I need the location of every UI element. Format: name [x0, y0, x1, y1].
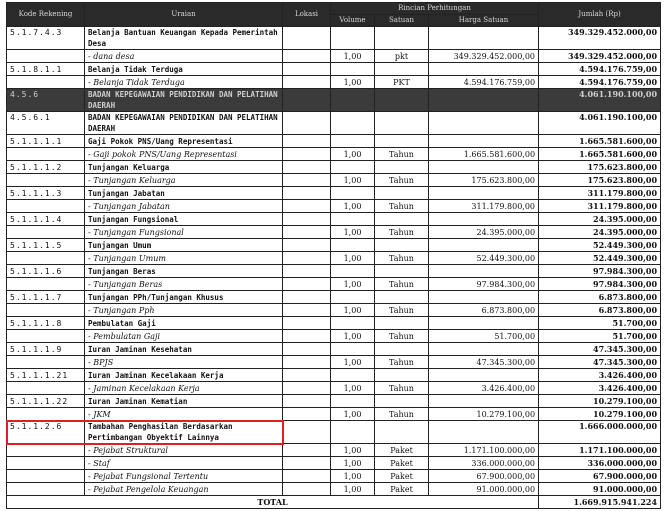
row-code: 5.1.1.2.6	[7, 421, 85, 444]
table-row	[7, 226, 661, 239]
row-price: 6.873.800,00	[429, 304, 539, 317]
row-volume	[331, 291, 375, 304]
row-code	[7, 50, 85, 63]
row-desc: - Staf	[85, 457, 283, 470]
row-price	[429, 187, 539, 200]
row-location	[283, 444, 331, 457]
row-code: 5.1.7.4.3	[7, 27, 85, 50]
table-row	[7, 395, 661, 408]
row-code: 5.1.1.1.6	[7, 265, 85, 278]
row-code: 5.1.1.1.21	[7, 369, 85, 382]
table-row	[7, 200, 661, 213]
row-price: 97.984.300,00	[429, 278, 539, 291]
row-desc: Pembulatan Gaji	[85, 317, 283, 330]
row-price	[429, 112, 539, 135]
row-volume	[331, 187, 375, 200]
row-location	[283, 457, 331, 470]
row-location	[283, 135, 331, 148]
header-total: Jumlah (Rp)	[539, 3, 661, 27]
row-desc: Tunjangan Beras	[85, 265, 283, 278]
row-total: 52.449.300,00	[539, 239, 661, 252]
row-desc: - Gaji pokok PNS/Uang Representasi	[85, 148, 283, 161]
row-code	[7, 444, 85, 457]
row-price	[429, 213, 539, 226]
row-unit	[375, 369, 429, 382]
row-desc: Belanja Tidak Terduga	[85, 63, 283, 76]
row-code	[7, 148, 85, 161]
row-desc: Tunjangan Keluarga	[85, 161, 283, 174]
row-unit	[375, 161, 429, 174]
header-volume: Volume	[331, 15, 375, 27]
row-price: 349.329.452.000,00	[429, 50, 539, 63]
row-code: 5.1.1.1.7	[7, 291, 85, 304]
row-total: 6.873.800,00	[539, 304, 661, 317]
row-total: 349.329.452.000,00	[539, 50, 661, 63]
row-desc: - Tunjangan Pph	[85, 304, 283, 317]
table-row	[7, 76, 661, 89]
row-code	[7, 278, 85, 291]
row-volume: 1,00	[331, 444, 375, 457]
table-row	[7, 317, 661, 330]
table-row	[7, 470, 661, 483]
table-row	[7, 304, 661, 317]
row-desc: - Tunjangan Beras	[85, 278, 283, 291]
total-label: TOTAL	[7, 496, 539, 509]
budget-sheet	[6, 2, 660, 509]
row-code	[7, 76, 85, 89]
row-desc: - Jaminan Kecelakaan Kerja	[85, 382, 283, 395]
row-desc: - BPJS	[85, 356, 283, 369]
row-price: 1.665.581.600,00	[429, 148, 539, 161]
row-location	[283, 226, 331, 239]
row-price: 47.345.300,00	[429, 356, 539, 369]
row-location	[283, 291, 331, 304]
row-volume	[331, 161, 375, 174]
row-unit: pkt	[375, 50, 429, 63]
row-total: 24.395.000,00	[539, 226, 661, 239]
row-location	[283, 239, 331, 252]
row-code: 5.1.1.1.22	[7, 395, 85, 408]
row-total: 3.426.400,00	[539, 369, 661, 382]
row-desc: - Tunjangan Fungsional	[85, 226, 283, 239]
row-unit	[375, 112, 429, 135]
row-location	[283, 408, 331, 421]
row-total: 51.700,00	[539, 317, 661, 330]
row-location	[283, 63, 331, 76]
row-code: 4.5.6.1	[7, 112, 85, 135]
row-desc: Tunjangan Jabatan	[85, 187, 283, 200]
row-volume	[331, 369, 375, 382]
row-price: 51.700,00	[429, 330, 539, 343]
row-code: 5.1.1.1.8	[7, 317, 85, 330]
table-row	[7, 239, 661, 252]
row-price: 311.179.800,00	[429, 200, 539, 213]
row-total: 24.395.000,00	[539, 213, 661, 226]
row-total: 67.900.000,00	[539, 470, 661, 483]
row-desc: - Tunjangan Jabatan	[85, 200, 283, 213]
row-unit	[375, 395, 429, 408]
row-location	[283, 356, 331, 369]
row-unit: Paket	[375, 483, 429, 496]
row-price	[429, 317, 539, 330]
row-price	[429, 421, 539, 444]
row-price: 52.449.300,00	[429, 252, 539, 265]
table-row	[7, 252, 661, 265]
row-location	[283, 148, 331, 161]
row-location	[283, 330, 331, 343]
row-desc: Tunjangan PPh/Tunjangan Khusus	[85, 291, 283, 304]
row-volume	[331, 265, 375, 278]
row-location	[283, 483, 331, 496]
table-row	[7, 161, 661, 174]
table-row	[7, 89, 661, 112]
row-price	[429, 395, 539, 408]
row-total: 47.345.300,00	[539, 356, 661, 369]
row-location	[283, 343, 331, 356]
row-volume	[331, 239, 375, 252]
row-volume	[331, 89, 375, 112]
table-row	[7, 50, 661, 63]
row-volume: 1,00	[331, 457, 375, 470]
row-location	[283, 89, 331, 112]
row-desc: - Pejabat Struktural	[85, 444, 283, 457]
row-location	[283, 200, 331, 213]
row-code: 4.5.6	[7, 89, 85, 112]
row-code: 5.1.1.1.5	[7, 239, 85, 252]
row-location	[283, 112, 331, 135]
row-desc: BADAN KEPEGAWAIAN PENDIDIKAN DAN PELATIHAN DAERAH	[85, 89, 283, 112]
table-row	[7, 187, 661, 200]
row-location	[283, 161, 331, 174]
row-unit: Tahun	[375, 252, 429, 265]
row-unit	[375, 421, 429, 444]
row-code	[7, 483, 85, 496]
row-unit: Tahun	[375, 148, 429, 161]
row-total: 175.623.800,00	[539, 174, 661, 187]
row-unit	[375, 213, 429, 226]
row-price	[429, 239, 539, 252]
row-unit: Tahun	[375, 408, 429, 421]
row-volume: 1,00	[331, 408, 375, 421]
row-desc: - JKM	[85, 408, 283, 421]
table-row	[7, 135, 661, 148]
row-total: 91.000.000,00	[539, 483, 661, 496]
row-price	[429, 89, 539, 112]
row-unit: Paket	[375, 457, 429, 470]
row-location	[283, 252, 331, 265]
row-volume: 1,00	[331, 226, 375, 239]
header-unit: Satuan	[375, 15, 429, 27]
row-unit	[375, 265, 429, 278]
row-price	[429, 161, 539, 174]
row-unit: Tahun	[375, 382, 429, 395]
row-unit	[375, 89, 429, 112]
row-code	[7, 382, 85, 395]
row-unit: Tahun	[375, 278, 429, 291]
row-desc: - Pejabat Pengelola Keuangan	[85, 483, 283, 496]
row-desc: Belanja Bantuan Keuangan Kepada Pemerintah Desa	[85, 27, 283, 50]
row-code: 5.1.8.1.1	[7, 63, 85, 76]
row-unit	[375, 135, 429, 148]
row-price: 3.426.400,00	[429, 382, 539, 395]
row-code	[7, 470, 85, 483]
row-desc: Tunjangan Umum	[85, 239, 283, 252]
row-unit: Tahun	[375, 356, 429, 369]
row-price	[429, 27, 539, 50]
row-desc: - Pembulatan Gaji	[85, 330, 283, 343]
row-desc: BADAN KEPEGAWAIAN PENDIDIKAN DAN PELATIHAN DAERAH	[85, 112, 283, 135]
header-group: Rincian Perhitungan	[331, 3, 539, 15]
row-unit: Tahun	[375, 330, 429, 343]
row-code: 5.1.1.1.2	[7, 161, 85, 174]
row-volume: 1,00	[331, 174, 375, 187]
row-price	[429, 291, 539, 304]
row-unit: PKT	[375, 76, 429, 89]
table-row	[7, 174, 661, 187]
table-row	[7, 148, 661, 161]
row-total: 97.984.300,00	[539, 278, 661, 291]
row-volume	[331, 63, 375, 76]
row-location	[283, 317, 331, 330]
table-row	[7, 265, 661, 278]
row-total: 3.426.400,00	[539, 382, 661, 395]
row-location	[283, 174, 331, 187]
row-unit: Tahun	[375, 174, 429, 187]
row-unit	[375, 27, 429, 50]
row-volume	[331, 343, 375, 356]
row-unit	[375, 343, 429, 356]
row-volume: 1,00	[331, 356, 375, 369]
row-volume: 1,00	[331, 200, 375, 213]
row-desc: Iuran Jaminan Kecelakaan Kerja	[85, 369, 283, 382]
row-desc: - Tunjangan Keluarga	[85, 174, 283, 187]
table-body	[7, 27, 661, 496]
table-row	[7, 291, 661, 304]
row-total: 336.000.000,00	[539, 457, 661, 470]
row-unit	[375, 239, 429, 252]
row-code	[7, 330, 85, 343]
row-location	[283, 187, 331, 200]
row-total: 1.665.581.600,00	[539, 135, 661, 148]
row-volume	[331, 421, 375, 444]
row-price	[429, 135, 539, 148]
row-total: 1.666.000.000,00	[539, 421, 661, 444]
row-volume	[331, 317, 375, 330]
row-code	[7, 304, 85, 317]
row-total: 4.061.190.100,00	[539, 89, 661, 112]
row-code	[7, 457, 85, 470]
row-total: 4.061.190.100,00	[539, 112, 661, 135]
row-unit: Paket	[375, 444, 429, 457]
row-volume: 1,00	[331, 148, 375, 161]
row-volume	[331, 135, 375, 148]
row-location	[283, 369, 331, 382]
row-price	[429, 343, 539, 356]
table-row	[7, 213, 661, 226]
row-total: 10.279.100,00	[539, 408, 661, 421]
table-row	[7, 457, 661, 470]
row-code	[7, 356, 85, 369]
table-row	[7, 63, 661, 76]
row-desc: - dana desa	[85, 50, 283, 63]
row-price: 10.279.100,00	[429, 408, 539, 421]
row-price	[429, 369, 539, 382]
table-row	[7, 382, 661, 395]
row-code	[7, 200, 85, 213]
total-row	[7, 496, 661, 509]
table-header	[7, 3, 661, 27]
row-location	[283, 50, 331, 63]
row-volume	[331, 213, 375, 226]
row-unit	[375, 291, 429, 304]
row-total: 349.329.452.000,00	[539, 27, 661, 50]
row-volume: 1,00	[331, 304, 375, 317]
row-location	[283, 213, 331, 226]
row-price: 91.000.000,00	[429, 483, 539, 496]
row-unit: Tahun	[375, 200, 429, 213]
table-row	[7, 330, 661, 343]
row-price: 1.171.100.000,00	[429, 444, 539, 457]
table-row	[7, 27, 661, 50]
total-value: 1.669.915.941.224	[539, 496, 661, 509]
row-volume: 1,00	[331, 330, 375, 343]
row-desc: Tunjangan Fungsional	[85, 213, 283, 226]
row-total: 175.623.800,00	[539, 161, 661, 174]
row-code: 5.1.1.1.1	[7, 135, 85, 148]
header-location: Lokasi	[283, 3, 331, 27]
row-code	[7, 226, 85, 239]
row-code: 5.1.1.1.4	[7, 213, 85, 226]
row-location	[283, 395, 331, 408]
row-total: 4.594.176.759,00	[539, 76, 661, 89]
row-unit	[375, 187, 429, 200]
row-unit: Tahun	[375, 304, 429, 317]
header-code: Kode Rekening	[7, 3, 85, 27]
row-volume: 1,00	[331, 278, 375, 291]
row-price: 67.900.000,00	[429, 470, 539, 483]
row-desc: Gaji Pokok PNS/Uang Representasi	[85, 135, 283, 148]
row-desc: Iuran Jaminan Kematian	[85, 395, 283, 408]
row-desc: - Tunjangan Umum	[85, 252, 283, 265]
table-row	[7, 343, 661, 356]
row-total: 311.179.800,00	[539, 187, 661, 200]
row-price: 175.623.800,00	[429, 174, 539, 187]
table-row	[7, 356, 661, 369]
header-price: Harga Satuan	[429, 15, 539, 27]
row-code	[7, 252, 85, 265]
row-location	[283, 470, 331, 483]
row-unit: Paket	[375, 470, 429, 483]
row-volume: 1,00	[331, 483, 375, 496]
row-total: 4.594.176.759,00	[539, 63, 661, 76]
row-total: 97.984.300,00	[539, 265, 661, 278]
row-total: 1.171.100.000,00	[539, 444, 661, 457]
row-total: 10.279.100,00	[539, 395, 661, 408]
row-code: 5.1.1.1.3	[7, 187, 85, 200]
row-location	[283, 76, 331, 89]
row-total: 6.873.800,00	[539, 291, 661, 304]
row-volume: 1,00	[331, 470, 375, 483]
row-volume	[331, 112, 375, 135]
row-location	[283, 27, 331, 50]
row-volume: 1,00	[331, 252, 375, 265]
row-desc: Tambahan Penghasilan Berdasarkan Pertimbangan Obyektif Lainnya	[85, 421, 283, 444]
budget-table	[6, 2, 661, 509]
row-total: 311.179.800,00	[539, 200, 661, 213]
row-price: 4.594.176.759,00	[429, 76, 539, 89]
row-unit	[375, 317, 429, 330]
row-desc: - Pejabat Fungsional Tertentu	[85, 470, 283, 483]
row-code	[7, 174, 85, 187]
row-total: 47.345.300,00	[539, 343, 661, 356]
table-row	[7, 112, 661, 135]
row-price: 336.000.000,00	[429, 457, 539, 470]
row-total: 51.700,00	[539, 330, 661, 343]
row-code: 5.1.1.1.9	[7, 343, 85, 356]
row-location	[283, 304, 331, 317]
row-total: 1.665.581.600,00	[539, 148, 661, 161]
row-location	[283, 421, 331, 444]
row-code	[7, 408, 85, 421]
table-row	[7, 369, 661, 382]
row-location	[283, 265, 331, 278]
table-row	[7, 421, 661, 444]
table-row	[7, 278, 661, 291]
table-row	[7, 408, 661, 421]
row-desc: Iuran Jaminan Kesehatan	[85, 343, 283, 356]
row-unit	[375, 63, 429, 76]
row-desc: - Belanja Tidak Terduga	[85, 76, 283, 89]
row-price	[429, 265, 539, 278]
row-volume: 1,00	[331, 50, 375, 63]
row-location	[283, 382, 331, 395]
row-location	[283, 278, 331, 291]
row-volume: 1,00	[331, 382, 375, 395]
row-unit: Tahun	[375, 226, 429, 239]
row-total: 52.449.300,00	[539, 252, 661, 265]
row-volume	[331, 27, 375, 50]
table-row	[7, 444, 661, 457]
table-row	[7, 483, 661, 496]
row-price: 24.395.000,00	[429, 226, 539, 239]
header-desc: Uraian	[85, 3, 283, 27]
row-volume	[331, 395, 375, 408]
row-price	[429, 63, 539, 76]
row-volume: 1,00	[331, 76, 375, 89]
